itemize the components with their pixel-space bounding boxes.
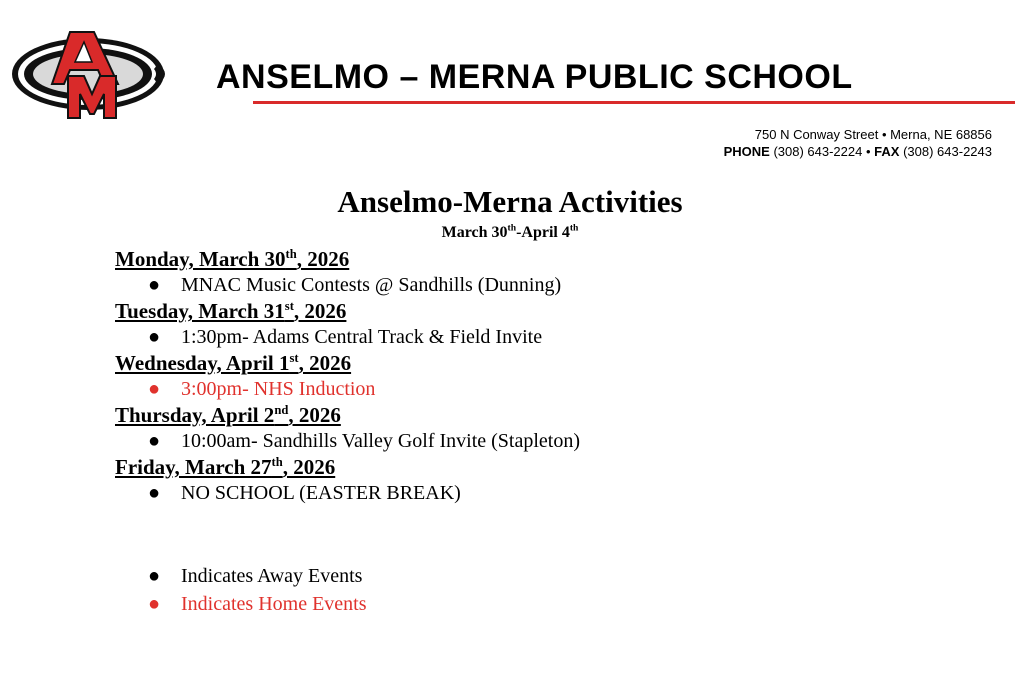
day-date: Thursday, April 2: [115, 403, 275, 427]
range-end: -April 4: [516, 224, 570, 241]
separator: •: [865, 144, 871, 159]
day-block: [115, 454, 580, 506]
address-line: 750 N Conway Street • Merna, NE 68856: [754, 127, 992, 142]
day-year: , 2026: [293, 299, 347, 323]
fax-value: (308) 643-2243: [903, 144, 992, 159]
event-text: 1:30pm- Adams Central Track & Field Invite: [181, 326, 543, 348]
event-item-home: [115, 376, 580, 402]
school-name: ANSELMO – MERNA PUBLIC SCHOOL: [216, 58, 853, 96]
legend-away: [115, 562, 367, 590]
day-ordinal: st: [289, 351, 299, 365]
phone-fax-line: [724, 143, 992, 160]
day-ordinal: th: [271, 455, 283, 469]
day-year: , 2026: [296, 247, 350, 271]
day-year: , 2026: [288, 403, 341, 427]
bullet-icon: ●: [148, 482, 161, 504]
day-block: [115, 402, 580, 454]
day-heading: [115, 402, 580, 428]
event-text: NO SCHOOL (EASTER BREAK): [181, 482, 461, 504]
bullet-icon: ●: [148, 378, 161, 400]
day-date: Monday, March 30: [115, 247, 286, 271]
event-text: 10:00am- Sandhills Valley Golf Invite (Stapleton): [181, 430, 581, 452]
day-heading: [115, 454, 580, 480]
day-heading: [115, 246, 580, 272]
range-start-suffix: th: [507, 222, 517, 234]
day-ordinal: nd: [274, 403, 289, 417]
schedule: [115, 246, 580, 506]
event-item: [115, 480, 580, 506]
phone-label: PHONE: [723, 144, 770, 159]
fax-label: FAX: [874, 144, 900, 159]
legend-away-text: Indicates Away Events: [181, 565, 363, 587]
legend-home: [115, 590, 367, 618]
day-block: [115, 298, 580, 350]
date-range: [0, 224, 1020, 242]
range-end-suffix: th: [569, 222, 579, 234]
event-text: MNAC Music Contests @ Sandhills (Dunning): [181, 274, 562, 296]
bullet-icon: ●: [148, 274, 161, 296]
event-text: 3:00pm- NHS Induction: [181, 378, 376, 400]
day-heading: [115, 298, 580, 324]
legend: [115, 562, 367, 618]
event-item: [115, 272, 580, 298]
bullet-icon: ●: [148, 326, 161, 348]
day-year: , 2026: [298, 351, 352, 375]
day-ordinal: st: [284, 299, 294, 313]
school-logo: [8, 24, 174, 124]
event-item: [115, 428, 580, 454]
bullet-icon: ●: [148, 593, 161, 615]
header-rule: [253, 101, 1015, 104]
phone-value: (308) 643-2224: [773, 144, 863, 159]
event-item: [115, 324, 580, 350]
day-heading: [115, 350, 580, 376]
document-title: Anselmo-Merna Activities: [337, 184, 683, 219]
contact-block: [724, 126, 992, 160]
legend-home-text: Indicates Home Events: [181, 593, 367, 615]
bullet-icon: ●: [148, 430, 161, 452]
day-ordinal: th: [285, 247, 297, 261]
day-block: [115, 350, 580, 402]
day-date: Wednesday, April 1: [115, 351, 290, 375]
day-year: , 2026: [282, 455, 336, 479]
day-date: Tuesday, March 31: [115, 299, 285, 323]
day-block: [115, 246, 580, 298]
day-date: Friday, March 27: [115, 455, 272, 479]
bullet-icon: ●: [148, 565, 161, 587]
range-start: March 30: [441, 224, 508, 241]
